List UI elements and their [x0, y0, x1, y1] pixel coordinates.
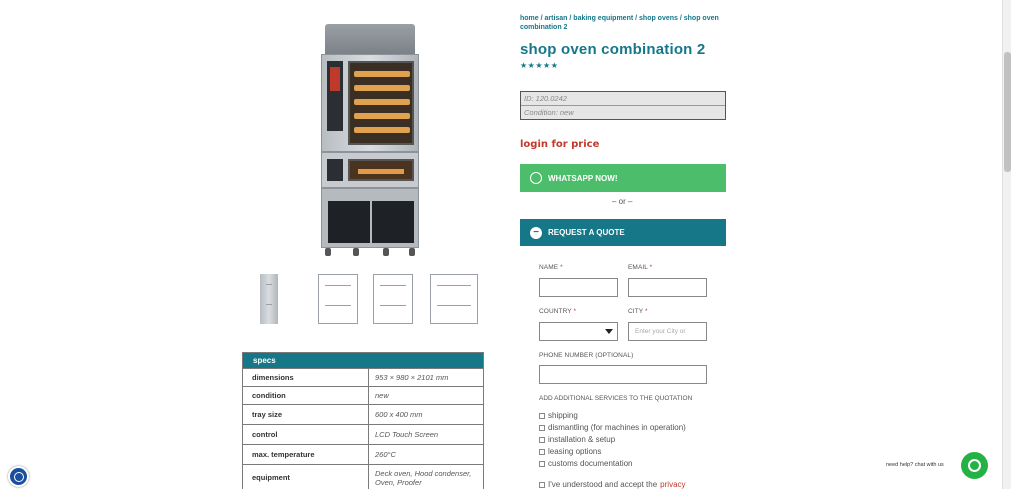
- spec-key: equipment: [243, 465, 369, 489]
- oven-deck-section: [321, 152, 419, 188]
- specs-header: specs: [243, 353, 483, 368]
- thumbnail-drawing-top[interactable]: [424, 270, 484, 328]
- whatsapp-chat-button[interactable]: [961, 452, 988, 479]
- specs-row: [243, 386, 483, 404]
- privacy-text: I've understood and accept the: [548, 480, 658, 489]
- request-quote-toggle[interactable]: [520, 219, 726, 246]
- request-quote-label: REQUEST A QUOTE: [548, 228, 625, 237]
- name-label: NAME *: [539, 264, 563, 271]
- whatsapp-button-label: WHATSAPP NOW!: [548, 173, 618, 183]
- checkbox[interactable]: [539, 425, 545, 431]
- specs-table: [242, 352, 484, 489]
- privacy-checkbox[interactable]: [539, 482, 545, 488]
- email-input[interactable]: [628, 278, 707, 297]
- product-id: ID: 120.0242: [521, 92, 725, 106]
- service-option[interactable]: customs documentation: [539, 458, 686, 470]
- spec-value: 953 × 980 × 2101 mm: [375, 373, 449, 382]
- email-label: EMAIL *: [628, 264, 653, 271]
- services-list: [539, 410, 686, 470]
- oven-hood: [325, 24, 415, 54]
- product-info-box: [520, 91, 726, 120]
- spec-value: 600 x 400 mm: [375, 410, 423, 419]
- chat-help-text: need help? chat with us: [886, 462, 944, 468]
- minus-circle-icon: −: [530, 227, 542, 239]
- oven-proofer-section: [321, 188, 419, 248]
- thumbnail-drawing-front[interactable]: [312, 270, 364, 328]
- specs-row: [243, 444, 483, 464]
- service-option[interactable]: leasing options: [539, 446, 686, 458]
- checkbox[interactable]: [539, 437, 545, 443]
- whatsapp-icon: [530, 172, 542, 184]
- product-condition: Condition: new: [524, 108, 574, 117]
- spec-key: max. temperature: [243, 445, 369, 464]
- privacy-link[interactable]: privacy: [660, 480, 686, 489]
- service-option[interactable]: dismantling (for machines in operation): [539, 422, 686, 434]
- login-for-price-link[interactable]: login for price: [520, 139, 600, 150]
- rating-stars: ★★★★★: [520, 61, 559, 70]
- spec-key: control: [243, 425, 369, 444]
- scrollbar-thumb[interactable]: [1004, 52, 1011, 172]
- product-title: shop oven combination 2: [520, 41, 706, 58]
- or-divider: – or –: [612, 197, 633, 206]
- privacy-consent[interactable]: [539, 480, 686, 489]
- specs-row: [243, 368, 483, 386]
- vertical-scrollbar[interactable]: [1002, 0, 1011, 489]
- phone-label: PHONE NUMBER (OPTIONAL): [539, 352, 634, 359]
- spec-key: condition: [243, 387, 369, 404]
- checkbox[interactable]: [539, 449, 545, 455]
- checkbox[interactable]: [539, 413, 545, 419]
- specs-row: [243, 404, 483, 424]
- spec-key: tray size: [243, 405, 369, 424]
- product-main-image[interactable]: [319, 24, 421, 256]
- name-input[interactable]: [539, 278, 618, 297]
- spec-value: 260°C: [375, 450, 396, 459]
- service-option[interactable]: shipping: [539, 410, 686, 422]
- thumbnail-strip: [252, 270, 484, 328]
- oven-upper-section: [321, 54, 419, 152]
- phone-input[interactable]: [539, 365, 707, 384]
- city-input[interactable]: Enter your City or: [628, 322, 707, 341]
- country-select[interactable]: [539, 322, 618, 341]
- specs-row: [243, 464, 483, 489]
- spec-key: dimensions: [243, 369, 369, 386]
- specs-row: [243, 424, 483, 444]
- thumbnail-photo[interactable]: [252, 270, 304, 328]
- spec-value: Deck oven, Hood condenser, Oven, Proofer: [375, 468, 472, 487]
- services-title: ADD ADDITIONAL SERVICES TO THE QUOTATION: [539, 395, 693, 402]
- thumbnail-drawing-side[interactable]: [367, 270, 419, 328]
- accessibility-icon: [14, 472, 24, 482]
- whatsapp-button[interactable]: [520, 164, 726, 192]
- whatsapp-icon: [968, 459, 981, 472]
- accessibility-button[interactable]: [8, 466, 29, 487]
- spec-value: LCD Touch Screen: [375, 430, 439, 439]
- service-option[interactable]: installation & setup: [539, 434, 686, 446]
- checkbox[interactable]: [539, 461, 545, 467]
- breadcrumb[interactable]: home / artisan / baking equipment / shop ovens / shop oven combination 2: [520, 15, 719, 31]
- city-label: CITY *: [628, 308, 648, 315]
- spec-value: new: [375, 391, 389, 400]
- chevron-down-icon: [605, 329, 613, 334]
- country-label: COUNTRY *: [539, 308, 577, 315]
